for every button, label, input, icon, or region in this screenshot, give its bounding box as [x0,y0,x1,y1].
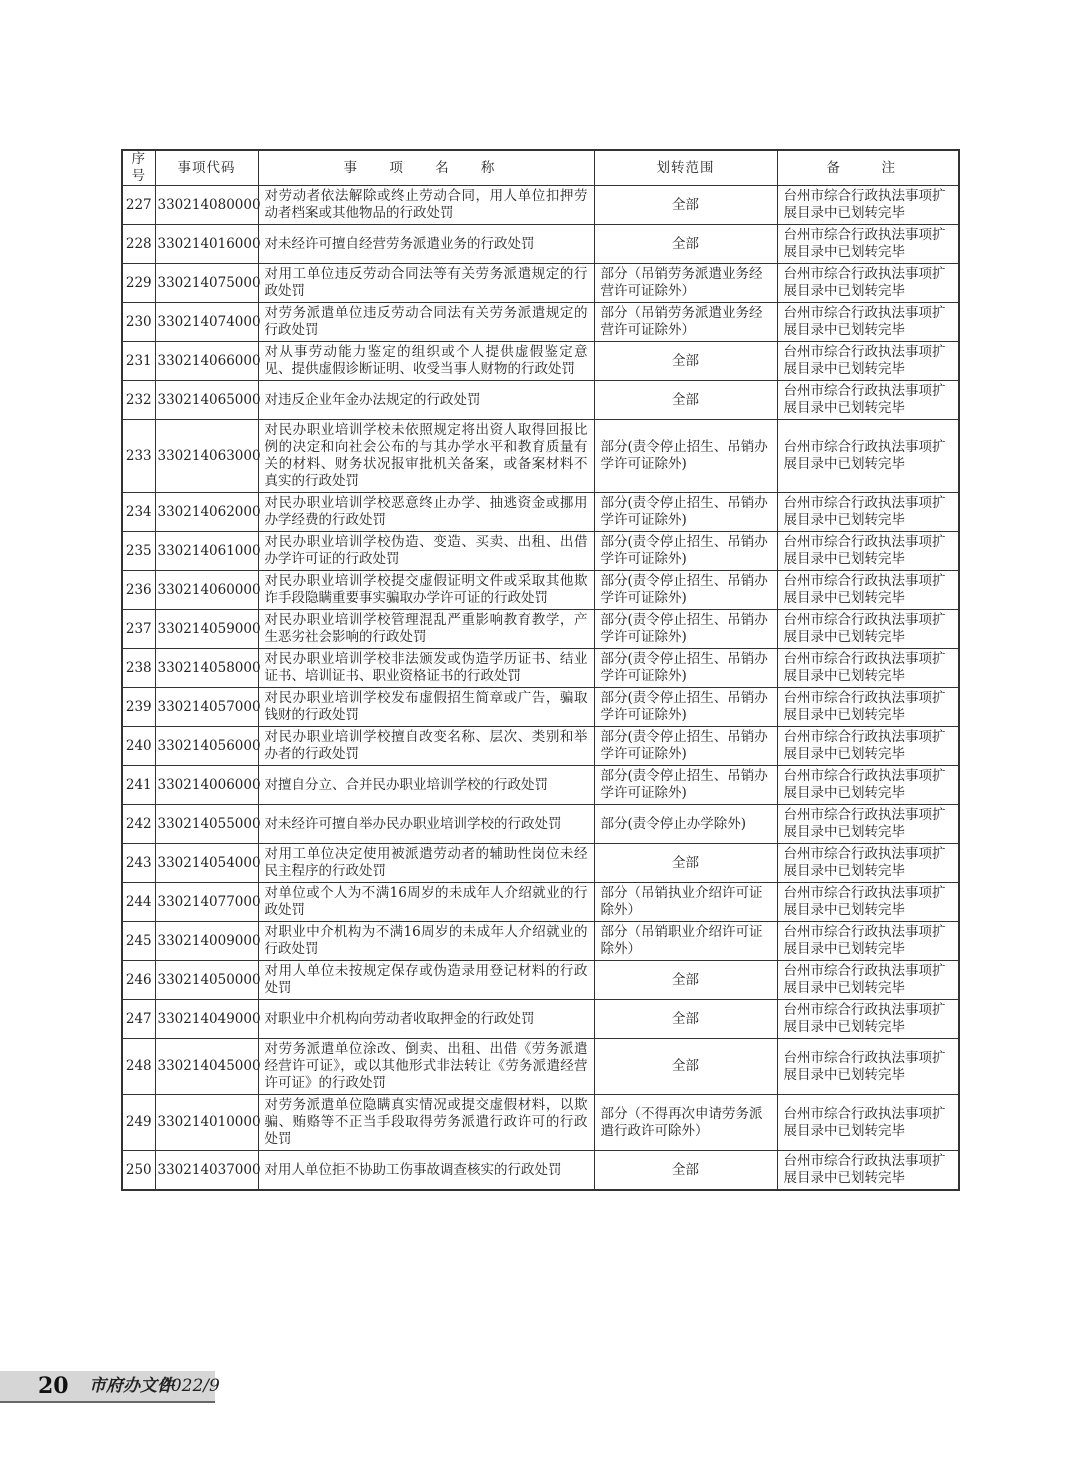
cell-note: 台州市综合行政执法事项扩展目录中已划转完毕 [777,610,959,649]
cell-name: 对职业中介机构向劳动者收取押金的行政处罚 [258,1000,594,1039]
cell-note: 台州市综合行政执法事项扩展目录中已划转完毕 [777,961,959,1000]
publication-issue: 2022/9 [160,1376,220,1396]
header-seq: 序号 [122,150,155,186]
cell-code: 330214075000 [155,264,258,303]
cell-scope: 部分（吊销劳务派遣业务经营许可证除外） [594,264,777,303]
cell-scope: 部分（吊销职业介绍许可证除外） [594,922,777,961]
cell-code: 330214058000 [155,649,258,688]
cell-scope: 全部 [594,1151,777,1191]
header-scope: 划转范围 [594,150,777,186]
cell-seq: 240 [122,727,155,766]
cell-note: 台州市综合行政执法事项扩展目录中已划转完毕 [777,264,959,303]
cell-seq: 237 [122,610,155,649]
cell-seq: 245 [122,922,155,961]
cell-scope: 部分(责令停止招生、吊销办学许可证除外) [594,727,777,766]
cell-note: 台州市综合行政执法事项扩展目录中已划转完毕 [777,571,959,610]
table-row [122,493,959,532]
cell-scope: 部分(责令停止招生、吊销办学许可证除外) [594,610,777,649]
table-row [122,225,959,264]
table-row [122,766,959,805]
cell-scope: 部分(责令停止招生、吊销办学许可证除外) [594,766,777,805]
cell-name: 对民办职业培训学校发布虚假招生简章或广告，骗取钱财的行政处罚 [258,688,594,727]
cell-note: 台州市综合行政执法事项扩展目录中已划转完毕 [777,1151,959,1191]
cell-code: 330214054000 [155,844,258,883]
table-row [122,727,959,766]
table-row [122,532,959,571]
cell-note: 台州市综合行政执法事项扩展目录中已划转完毕 [777,381,959,420]
cell-note: 台州市综合行政执法事项扩展目录中已划转完毕 [777,844,959,883]
cell-name: 对民办职业培训学校未依照规定将出资人取得回报比例的决定和向社会公布的与其办学水平和教育质量有关的材料、财务状况报审批机关备案，或备案材料不真实的行政处罚 [258,420,594,493]
cell-code: 330214057000 [155,688,258,727]
cell-name: 对违反企业年金办法规定的行政处罚 [258,381,594,420]
cell-note: 台州市综合行政执法事项扩展目录中已划转完毕 [777,766,959,805]
cell-seq: 233 [122,420,155,493]
cell-seq: 229 [122,264,155,303]
cell-name: 对劳务派遣单位涂改、倒卖、出租、出借《劳务派遣经营许可证》，或以其他形式非法转让《劳务派遣经营许可证》的行政处罚 [258,1039,594,1095]
cell-scope: 全部 [594,1000,777,1039]
cell-scope: 部分(责令停止办学除外) [594,805,777,844]
footer-divider [0,1401,215,1403]
cell-code: 330214061000 [155,532,258,571]
cell-code: 330214065000 [155,381,258,420]
cell-name: 对职业中介机构为不满16周岁的未成年人介绍就业的行政处罚 [258,922,594,961]
cell-note: 台州市综合行政执法事项扩展目录中已划转完毕 [777,1039,959,1095]
table-row [122,649,959,688]
cell-name: 对民办职业培训学校擅自改变名称、层次、类别和举办者的行政处罚 [258,727,594,766]
table-row [122,1000,959,1039]
cell-name: 对民办职业培训学校提交虚假证明文件或采取其他欺诈手段隐瞒重要事实骗取办学许可证的行政处罚 [258,571,594,610]
table-row [122,1095,959,1151]
cell-scope: 部分(责令停止招生、吊销办学许可证除外) [594,649,777,688]
cell-scope: 全部 [594,381,777,420]
cell-scope: 部分（不得再次申请劳务派遣行政许可除外） [594,1095,777,1151]
cell-code: 330214063000 [155,420,258,493]
cell-code: 330214016000 [155,225,258,264]
cell-code: 330214080000 [155,186,258,225]
cell-note: 台州市综合行政执法事项扩展目录中已划转完毕 [777,727,959,766]
cell-note: 台州市综合行政执法事项扩展目录中已划转完毕 [777,688,959,727]
cell-seq: 231 [122,342,155,381]
table-row [122,303,959,342]
cell-name: 对民办职业培训学校非法颁发或伪造学历证书、结业证书、培训证书、职业资格证书的行政处罚 [258,649,594,688]
table-row [122,610,959,649]
cell-name: 对用人单位拒不协助工伤事故调查核实的行政处罚 [258,1151,594,1191]
cell-note: 台州市综合行政执法事项扩展目录中已划转完毕 [777,883,959,922]
cell-name: 对劳务派遣单位违反劳动合同法有关劳务派遣规定的行政处罚 [258,303,594,342]
cell-name: 对用工单位违反劳动合同法等有关劳务派遣规定的行政处罚 [258,264,594,303]
cell-note: 台州市综合行政执法事项扩展目录中已划转完毕 [777,805,959,844]
cell-note: 台州市综合行政执法事项扩展目录中已划转完毕 [777,649,959,688]
cell-seq: 227 [122,186,155,225]
cell-name: 对民办职业培训学校伪造、变造、买卖、出租、出借办学许可证的行政处罚 [258,532,594,571]
cell-scope: 全部 [594,844,777,883]
cell-code: 330214037000 [155,1151,258,1191]
cell-note: 台州市综合行政执法事项扩展目录中已划转完毕 [777,532,959,571]
cell-seq: 238 [122,649,155,688]
cell-scope: 部分(责令停止招生、吊销办学许可证除外) [594,420,777,493]
cell-code: 330214055000 [155,805,258,844]
items-table [121,149,960,1191]
cell-code: 330214049000 [155,1000,258,1039]
cell-scope: 部分(责令停止招生、吊销办学许可证除外) [594,571,777,610]
cell-note: 台州市综合行政执法事项扩展目录中已划转完毕 [777,1095,959,1151]
table-row [122,381,959,420]
cell-seq: 247 [122,1000,155,1039]
table-row [122,1039,959,1095]
table-row [122,805,959,844]
cell-note: 台州市综合行政执法事项扩展目录中已划转完毕 [777,186,959,225]
cell-seq: 228 [122,225,155,264]
cell-note: 台州市综合行政执法事项扩展目录中已划转完毕 [777,225,959,264]
cell-note: 台州市综合行政执法事项扩展目录中已划转完毕 [777,342,959,381]
cell-seq: 230 [122,303,155,342]
cell-code: 330214060000 [155,571,258,610]
header-code: 事项代码 [155,150,258,186]
cell-seq: 249 [122,1095,155,1151]
cell-seq: 242 [122,805,155,844]
cell-note: 台州市综合行政执法事项扩展目录中已划转完毕 [777,420,959,493]
cell-name: 对劳动者依法解除或终止劳动合同，用人单位扣押劳动者档案或其他物品的行政处罚 [258,186,594,225]
cell-scope: 部分(责令停止招生、吊销办学许可证除外) [594,493,777,532]
table-row [122,420,959,493]
cell-seq: 248 [122,1039,155,1095]
cell-seq: 236 [122,571,155,610]
cell-seq: 246 [122,961,155,1000]
header-note: 备 注 [777,150,959,186]
cell-scope: 部分(责令停止招生、吊销办学许可证除外) [594,532,777,571]
cell-name: 对从事劳动能力鉴定的组织或个人提供虚假鉴定意见、提供虚假诊断证明、收受当事人财物的行政处罚 [258,342,594,381]
cell-code: 330214006000 [155,766,258,805]
cell-code: 330214059000 [155,610,258,649]
cell-scope: 全部 [594,1039,777,1095]
cell-code: 330214009000 [155,922,258,961]
cell-name: 对民办职业培训学校恶意终止办学、抽逃资金或挪用办学经费的行政处罚 [258,493,594,532]
table-row [122,844,959,883]
cell-name: 对用人单位未按规定保存或伪造录用登记材料的行政处罚 [258,961,594,1000]
cell-scope: 部分(责令停止招生、吊销办学许可证除外) [594,688,777,727]
cell-seq: 239 [122,688,155,727]
cell-seq: 244 [122,883,155,922]
cell-scope: 部分（吊销劳务派遣业务经营许可证除外） [594,303,777,342]
cell-name: 对未经许可擅自举办民办职业培训学校的行政处罚 [258,805,594,844]
cell-scope: 全部 [594,186,777,225]
cell-seq: 241 [122,766,155,805]
header-name: 事 项 名 称 [258,150,594,186]
cell-seq: 243 [122,844,155,883]
cell-note: 台州市综合行政执法事项扩展目录中已划转完毕 [777,1000,959,1039]
cell-note: 台州市综合行政执法事项扩展目录中已划转完毕 [777,303,959,342]
cell-note: 台州市综合行政执法事项扩展目录中已划转完毕 [777,493,959,532]
cell-code: 330214066000 [155,342,258,381]
table-row [122,883,959,922]
page-number: 20 [38,1373,69,1399]
table-row [122,342,959,381]
cell-code: 330214056000 [155,727,258,766]
cell-code: 330214045000 [155,1039,258,1095]
cell-name: 对单位或个人为不满16周岁的未成年人介绍就业的行政处罚 [258,883,594,922]
cell-code: 330214077000 [155,883,258,922]
table-row [122,922,959,961]
cell-seq: 250 [122,1151,155,1191]
cell-name: 对未经许可擅自经营劳务派遣业务的行政处罚 [258,225,594,264]
cell-name: 对用工单位决定使用被派遣劳动者的辅助性岗位未经民主程序的行政处罚 [258,844,594,883]
cell-scope: 全部 [594,225,777,264]
cell-scope: 全部 [594,961,777,1000]
table-row [122,961,959,1000]
cell-name: 对民办职业培训学校管理混乱严重影响教育教学，产生恶劣社会影响的行政处罚 [258,610,594,649]
table-row [122,688,959,727]
cell-code: 330214062000 [155,493,258,532]
cell-code: 330214050000 [155,961,258,1000]
publication-title: 市府办文件 [89,1376,174,1396]
cell-code: 330214074000 [155,303,258,342]
table-header-row [122,150,959,186]
table-row [122,264,959,303]
table-row [122,1151,959,1191]
cell-scope: 全部 [594,342,777,381]
cell-note: 台州市综合行政执法事项扩展目录中已划转完毕 [777,922,959,961]
table-body [122,186,959,1191]
cell-seq: 232 [122,381,155,420]
cell-name: 对劳务派遣单位隐瞒真实情况或提交虚假材料，以欺骗、贿赂等不正当手段取得劳务派遣行政许可的行政处罚 [258,1095,594,1151]
cell-seq: 235 [122,532,155,571]
table-row [122,571,959,610]
cell-scope: 部分（吊销执业介绍许可证除外） [594,883,777,922]
cell-code: 330214010000 [155,1095,258,1151]
cell-name: 对擅自分立、合并民办职业培训学校的行政处罚 [258,766,594,805]
table-row [122,186,959,225]
cell-seq: 234 [122,493,155,532]
